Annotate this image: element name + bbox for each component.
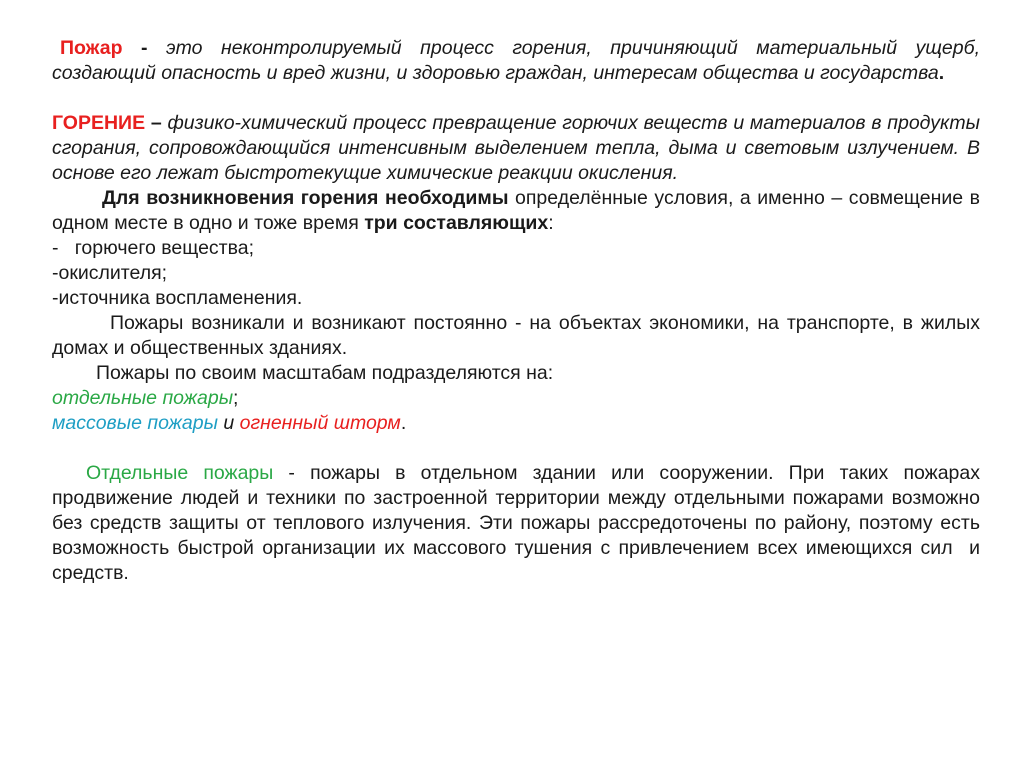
list-item: -окислителя; <box>52 262 168 284</box>
spacer <box>52 436 980 461</box>
scale-item-individual <box>52 386 980 411</box>
conditions-colon: : <box>548 212 554 234</box>
slide-content <box>52 36 986 586</box>
conditions-text: определённые условия, а именно – совмещение в одном месте в одно и тоже время <box>52 187 980 234</box>
conditions-lead: Для возникновения горения необходимы <box>102 187 509 209</box>
individual-fires-text: - пожары в отдельном здании или сооружении. При таких пожарах продвижение людей и техники по застроенной территории между отдельными пожарами возможно без средств защиты от теплового излучения. Эти пожары рассредоточены по району, поэтому есть возможность быстрой организации их массового тушения с привлечением всех имеющихся сил и средств. <box>52 462 986 584</box>
and-word: и <box>217 412 240 434</box>
fire-period: . <box>938 62 945 84</box>
fires-occur-paragraph: Пожары возникали и возникают постоянно - на объектах экономики, на транспорте, в жилых домах и общественных зданиях. <box>52 312 980 359</box>
conditions-tail: три составляющих <box>364 212 549 234</box>
fire-term: Пожар <box>60 37 123 59</box>
firestorm-label: огненный шторм <box>239 412 401 434</box>
fire-dash: - <box>122 37 167 59</box>
individual-fires-paragraph <box>52 461 986 586</box>
list-item: -источника воспламенения. <box>52 287 303 309</box>
fire-definition-text: это неконтролируемый процесс горения, причиняющий материальный ущерб, создающий опасность и вред жизни, и здоровью граждан, интересам общества и государства <box>52 37 980 84</box>
combustion-definition-text: физико-химический процесс превращение горючих веществ и материалов в продукты сгорания, сопровождающийся интенсивным выделением тепла, дыма и световым излучением. В основе его лежат быстротекущие химические реакции окисления. <box>52 112 980 184</box>
combustion-dash: – <box>145 112 168 134</box>
combustion-definition <box>52 111 980 186</box>
individual-fires-label: отдельные пожары <box>52 387 234 409</box>
fire-scale-intro: Пожары по своим масштабам подразделяются на: <box>96 362 554 384</box>
spacer <box>52 86 980 111</box>
firestorm-end: . <box>400 412 407 434</box>
conditions-paragraph <box>52 186 980 236</box>
list-item: - горючего вещества; <box>52 237 255 259</box>
scale-item-mass <box>52 411 980 436</box>
combustion-term: ГОРЕНИЕ <box>52 112 146 134</box>
individual-fires-end: ; <box>233 387 239 409</box>
fire-definition <box>52 36 980 86</box>
mass-fires-label: массовые пожары <box>52 412 218 434</box>
individual-fires-term: Отдельные пожары <box>86 462 274 484</box>
